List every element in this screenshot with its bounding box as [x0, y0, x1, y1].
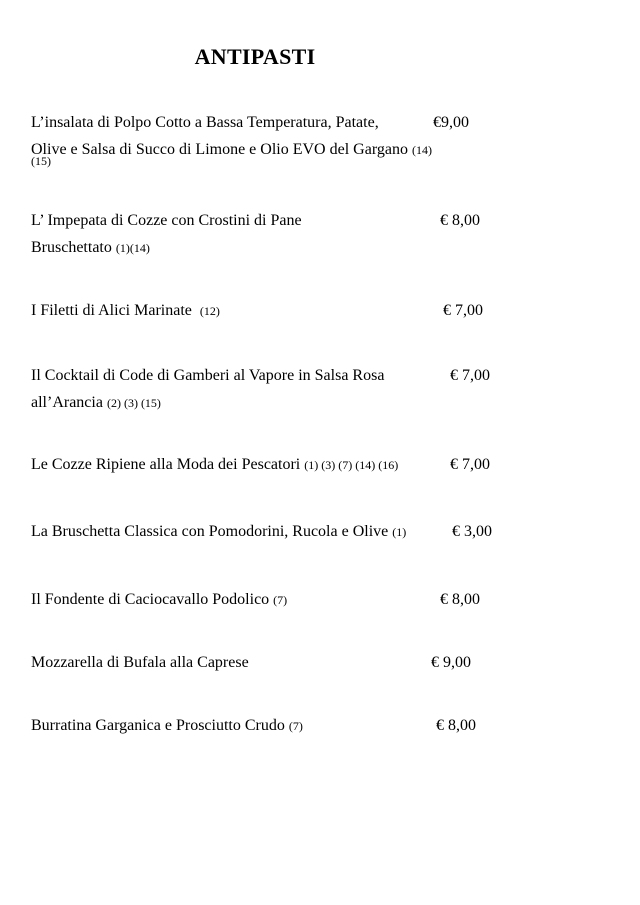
menu-item-0-price: €9,00 — [433, 114, 469, 131]
menu-title: ANTIPASTI — [194, 44, 316, 69]
menu-item-0-allergens: (14) — [411, 143, 432, 157]
menu-item-7-name: Mozzarella di Bufala alla Caprese — [31, 654, 249, 671]
menu-item-5-price: € 3,00 — [452, 523, 492, 540]
menu-item-0-name-line2: Olive e Salsa di Succo di Limone e Olio EVO del Gargano (14) — [31, 141, 432, 158]
menu-item-1-allergens: (1)(14) — [115, 241, 150, 255]
menu-item-4-allergens: (1) (3) (7) (14) (16) — [304, 458, 399, 472]
menu-item-4-price: € 7,00 — [450, 456, 490, 473]
menu-item-1-name-line1: L’ Impepata di Cozze con Crostini di Pane — [31, 212, 302, 229]
menu-item-5-allergens: (1) — [392, 525, 407, 539]
menu-item-2-name: I Filetti di Alici Marinate (12) — [31, 302, 220, 319]
menu-item-8-name: Burratina Garganica e Prosciutto Crudo (7) — [31, 717, 303, 734]
menu-item-6-name: Il Fondente di Caciocavallo Podolico (7) — [31, 591, 288, 608]
menu-item-5-name: La Bruschetta Classica con Pomodorini, Rucola e Olive (1) — [31, 523, 407, 540]
menu-item-1-name-line2: Bruschettato (1)(14) — [31, 239, 150, 256]
menu-item-8-allergens: (7) — [288, 719, 303, 733]
menu-item-4-name: Le Cozze Ripiene alla Moda dei Pescatori (1) (3) (7) (14) (16) — [31, 456, 399, 473]
menu-item-7-price: € 9,00 — [431, 654, 471, 671]
menu-item-2-allergens: (12) — [199, 304, 220, 318]
menu-item-3-price: € 7,00 — [450, 367, 490, 384]
menu-item-0-allergens-wrap: (15) — [31, 154, 51, 168]
menu-item-2-price: € 7,00 — [443, 302, 483, 319]
menu-item-3-name-line2: all’Arancia (2) (3) (15) — [31, 394, 161, 411]
menu-item-0-name-line1: L’insalata di Polpo Cotto a Bassa Temperatura, Patate, — [31, 114, 379, 131]
menu-item-3-allergens: (2) (3) (15) — [106, 396, 161, 410]
menu-item-1-price: € 8,00 — [440, 212, 480, 229]
menu-item-6-allergens: (7) — [273, 593, 288, 607]
menu-item-6-price: € 8,00 — [440, 591, 480, 608]
menu-item-3-name-line1: Il Cocktail di Code di Gamberi al Vapore in Salsa Rosa — [31, 367, 385, 384]
menu-item-8-price: € 8,00 — [436, 717, 476, 734]
